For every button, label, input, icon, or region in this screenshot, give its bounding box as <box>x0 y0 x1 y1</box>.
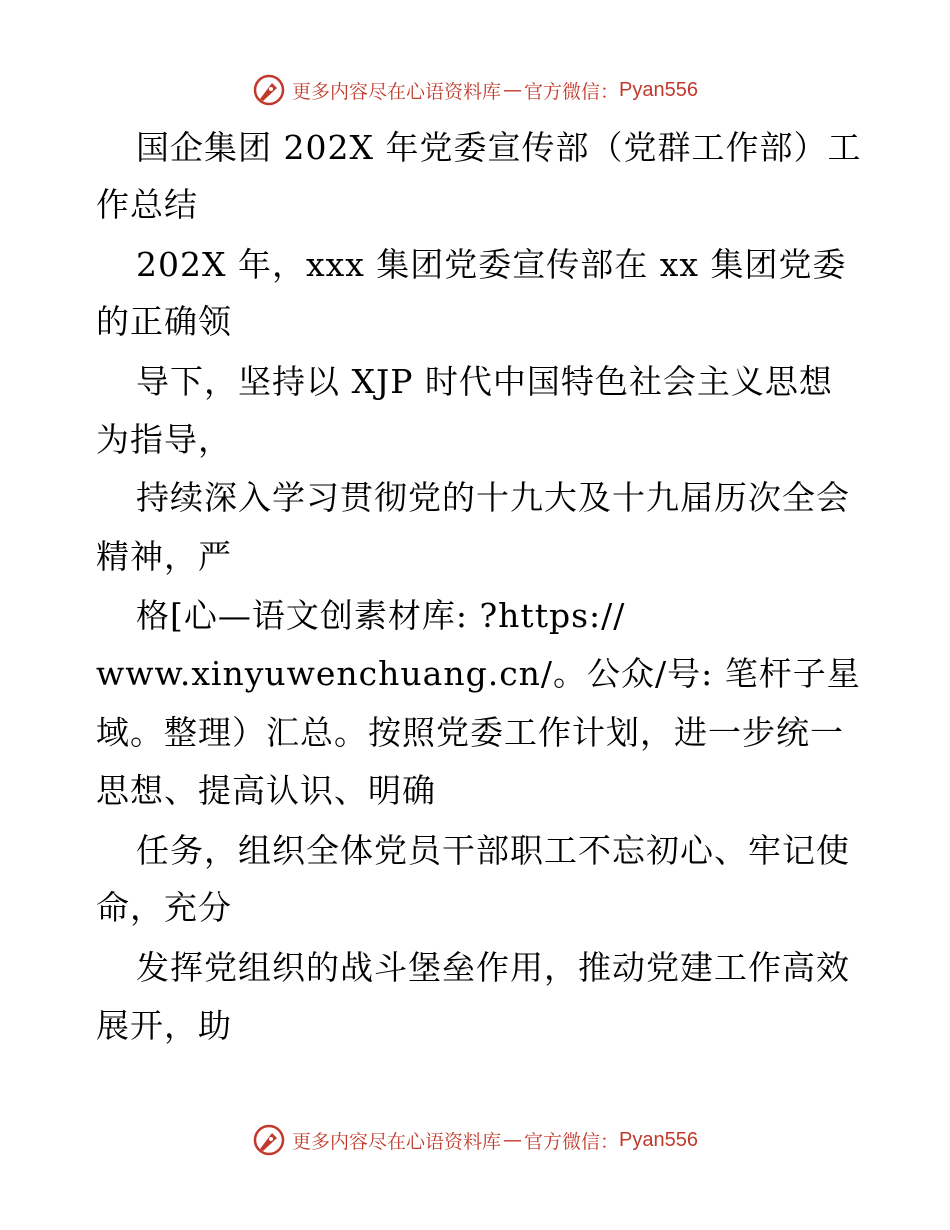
text-line: 持续深入学习贯彻党的十九大及十九届历次全会 <box>136 478 850 517</box>
banner-wechat-id: Pyan556 <box>619 1128 698 1151</box>
text-line: 展开，助 <box>96 1006 232 1045</box>
banner-wechat-label: 官方微信： <box>524 80 620 103</box>
footer-banner <box>0 1120 950 1160</box>
text-line: 任务，组织全体党员干部职工不忘初心、牢记使 <box>136 831 850 870</box>
text-line: 域。整理）汇总。按照党委工作计划，进一步统一 <box>96 713 844 752</box>
text-line: 格[心—语文创素材库: ?https:// <box>136 596 626 635</box>
text-line: 导下，坚持以 XJP 时代中国特色社会主义思想 <box>136 362 833 401</box>
banner-text: 更多内容尽在心语资料库 <box>292 80 502 103</box>
text-line: 发挥党组织的战斗堡垒作用，推动党建工作高效 <box>136 948 850 987</box>
text-line: 命，充分 <box>96 888 232 927</box>
text-line: 国企集团 202X 年党委宣传部（党群工作部）工 <box>136 128 862 167</box>
text-line: www.xinyuwenchuang.cn/。公众/号: 笔杆子星 <box>96 654 861 693</box>
text-line: 精神，严 <box>96 537 232 576</box>
pen-nib-circle-icon <box>252 1123 286 1157</box>
banner-wechat-id: Pyan556 <box>619 78 698 101</box>
text-line: 思想、提高认识、明确 <box>96 771 436 810</box>
banner-wechat-label: 官方微信： <box>524 1130 620 1153</box>
text-line: 为指导， <box>96 420 232 459</box>
text-line: 的正确领 <box>96 302 232 341</box>
text-line: 202X 年，xxx 集团党委宣传部在 xx 集团党委 <box>136 245 847 284</box>
banner-text: 更多内容尽在心语资料库 <box>292 1130 502 1153</box>
banner-dash: — <box>503 79 523 101</box>
text-line: 作总结 <box>96 185 198 224</box>
banner-dash: — <box>503 1129 523 1151</box>
